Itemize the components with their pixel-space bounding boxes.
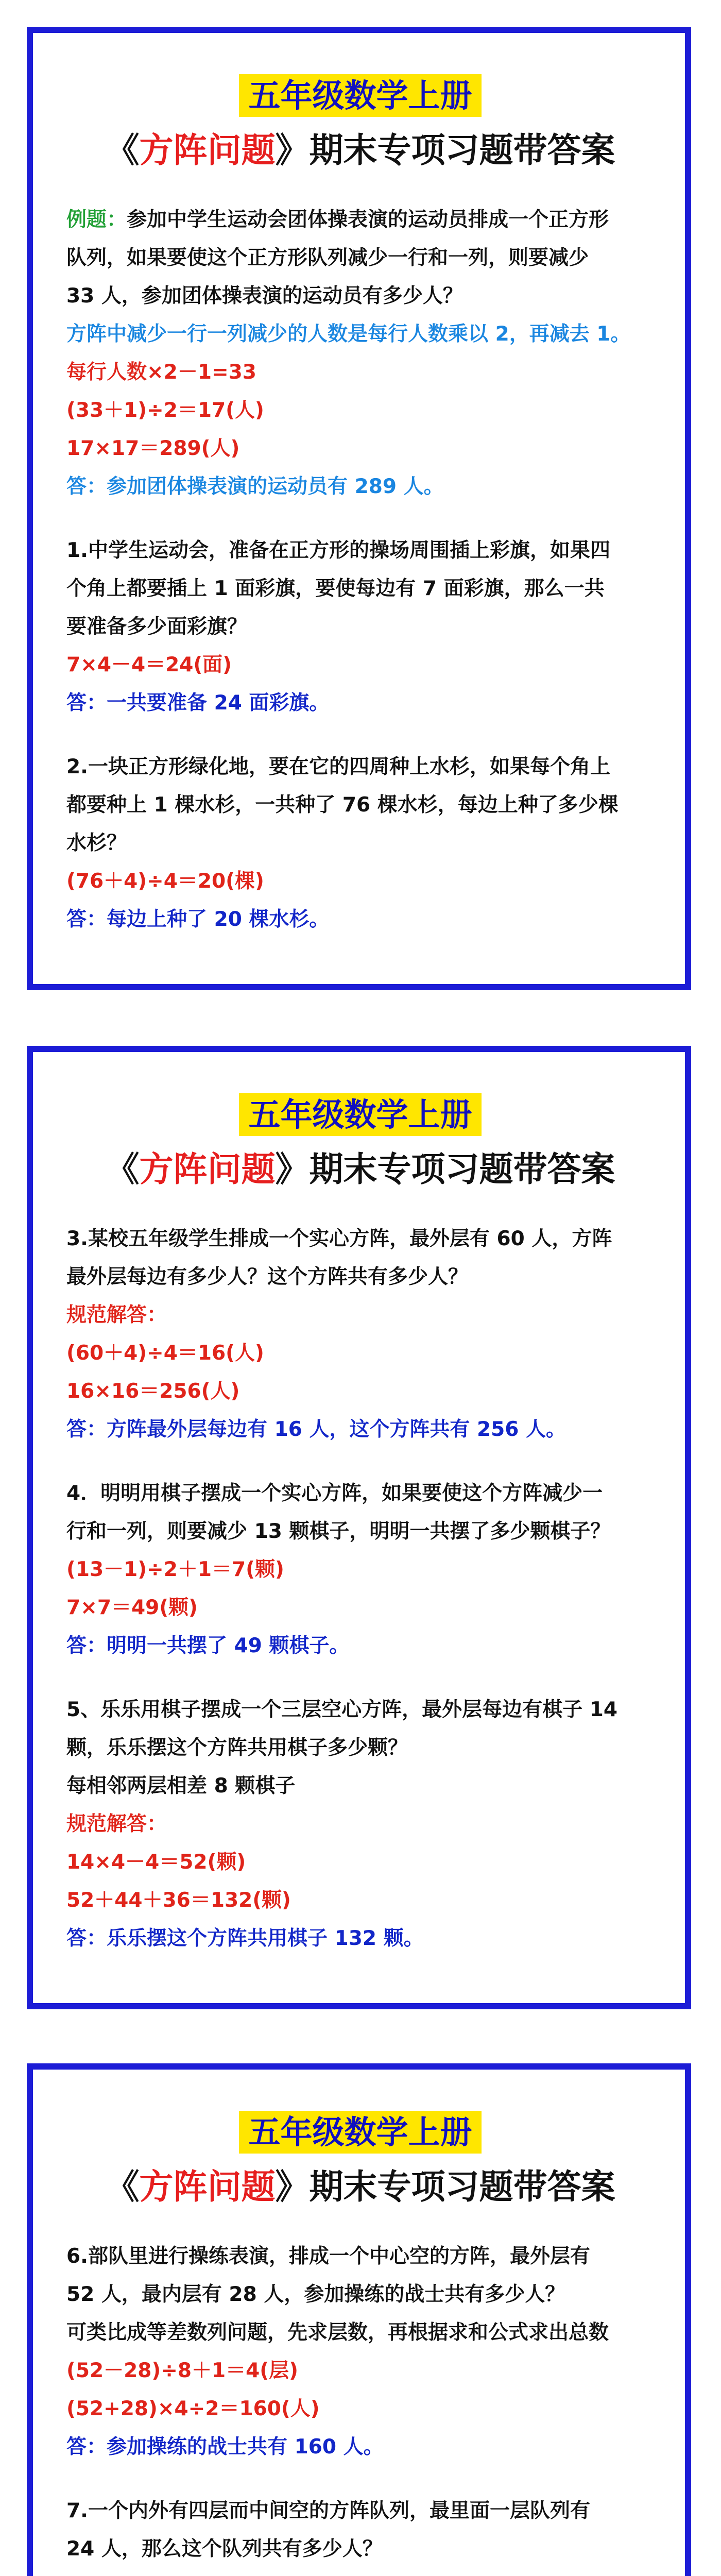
example-question-line: 例题：参加中学生运动会团体操表演的运动员排成一个正方形	[66, 208, 609, 232]
subtitle-rest: 》期末专项习题带答案	[275, 2167, 615, 2207]
panel-header	[66, 74, 654, 117]
worksheet-subtitle	[66, 128, 654, 173]
panel-header	[66, 1093, 654, 1136]
question-4-line: 4．明明用棋子摆成一个实心方阵，如果要使这个方阵减少一	[66, 1482, 603, 1505]
question-6-line: 52 人，最内层有 28 人，参加操练的战士共有多少人？	[66, 2283, 565, 2307]
grade-title-badge: 五年级数学上册	[239, 74, 481, 117]
answer-line: 答：乐乐摆这个方阵共用棋子 132 颗。	[66, 1927, 424, 1951]
solution-label: 规范解答：	[66, 1303, 167, 1327]
subtitle-rest: 》期末专项习题带答案	[275, 130, 615, 171]
formula-line: 17×17＝289(人)	[66, 437, 240, 461]
subtitle-highlight: 方阵问题	[139, 2167, 276, 2207]
worksheet-panel-3	[27, 2063, 691, 2576]
answer-line: 答：每边上种了 20 棵水杉。	[66, 908, 330, 931]
example-question-line: 33 人，参加团体操表演的运动员有多少人？	[66, 284, 463, 308]
question-5-line: 5、乐乐用棋子摆成一个三层空心方阵，最外层每边有棋子 14	[66, 1698, 617, 1722]
subtitle-highlight: 方阵问题	[139, 1149, 276, 1190]
formula-line: (60＋4)÷4＝16(人)	[66, 1342, 264, 1365]
answer-line: 答：方阵最外层每边有 16 人，这个方阵共有 256 人。	[66, 1418, 566, 1442]
worksheet-panel-1	[27, 27, 691, 990]
answer-line: 答：参加操练的战士共有 160 人。	[66, 2435, 384, 2459]
question-2-line: 水杉？	[66, 832, 127, 855]
example-question-line: 队列，如果要使这个正方形队列减少一行和一列，则要减少	[66, 246, 589, 270]
formula-line: 14×4－4＝52(颗)	[66, 1851, 246, 1874]
formula-line: 每行人数×2－1=33	[66, 361, 256, 384]
worksheet-subtitle	[66, 1147, 654, 1192]
grade-title-badge: 五年级数学上册	[239, 1093, 481, 1136]
formula-line: (52+28)×4÷2＝160(人)	[66, 2397, 320, 2421]
panel-header	[66, 2111, 654, 2154]
formula-line: (52－28)÷8＋1＝4(层)	[66, 2359, 298, 2383]
example-hint: 方阵中减少一行一列减少的人数是每行人数乘以 2，再减去 1。	[66, 323, 631, 346]
subtitle-open: 《	[105, 130, 140, 171]
formula-line: 52＋44＋36＝132(颗)	[66, 1889, 291, 1912]
question-1-line: 要准备多少面彩旗？	[66, 615, 248, 639]
problem-list	[66, 2238, 654, 2576]
question-7-line: 7.一个内外有四层而中间空的方阵队列，最里面一层队列有	[66, 2499, 590, 2523]
question-3-line: 3.某校五年级学生排成一个实心方阵，最外层有 60 人，方阵	[66, 1227, 612, 1251]
problem-list	[66, 1220, 654, 1958]
formula-line: 7×4－4＝24(面)	[66, 653, 232, 677]
answer-line: 答：参加团体操表演的运动员有 289 人。	[66, 475, 444, 499]
question-5-note: 每相邻两层相差 8 颗棋子	[66, 1774, 296, 1798]
worksheet-panel-2	[27, 1046, 691, 2009]
subtitle-highlight: 方阵问题	[139, 130, 276, 171]
formula-line: 7×7＝49(颗)	[66, 1596, 198, 1620]
subtitle-rest: 》期末专项习题带答案	[275, 1149, 615, 1190]
question-3-line: 最外层每边有多少人？这个方阵共有多少人？	[66, 1265, 469, 1289]
question-2-line: 2.一块正方形绿化地，要在它的四周种上水杉，如果每个角上	[66, 755, 610, 779]
question-1-line: 个角上都要插上 1 面彩旗，要使每边有 7 面彩旗，那么一共	[66, 577, 605, 601]
worksheet-subtitle	[66, 2165, 654, 2209]
question-7-line: 24 人，那么这个队列共有多少人？	[66, 2537, 383, 2561]
solution-label: 规范解答：	[66, 1812, 167, 1836]
grade-title-badge: 五年级数学上册	[239, 2111, 481, 2154]
subtitle-open: 《	[105, 2167, 140, 2207]
formula-line: (13－1)÷2＋1＝7(颗)	[66, 1558, 284, 1582]
question-6-line: 6.部队里进行操练表演，排成一个中心空的方阵，最外层有	[66, 2245, 590, 2268]
problem-list	[66, 201, 654, 939]
question-5-line: 颗，乐乐摆这个方阵共用棋子多少颗？	[66, 1736, 408, 1760]
question-2-line: 都要种上 1 棵水杉，一共种了 76 棵水杉，每边上种了多少棵	[66, 793, 619, 817]
formula-line: 16×16＝256(人)	[66, 1380, 240, 1403]
question-4-line: 行和一列，则要减少 13 颗棋子，明明一共摆了多少颗棋子？	[66, 1520, 611, 1544]
answer-line: 答：明明一共摆了 49 颗棋子。	[66, 1634, 350, 1658]
example-label: 例题：	[66, 208, 127, 232]
answer-line: 答：一共要准备 24 面彩旗。	[66, 691, 330, 715]
formula-line	[66, 2568, 654, 2576]
formula-line: (33＋1)÷2＝17(人)	[66, 399, 264, 422]
formula-line: (76＋4)÷4＝20(棵)	[66, 870, 264, 893]
subtitle-open: 《	[105, 1149, 140, 1190]
question-6-note: 可类比成等差数列问题，先求层数，再根据求和公式求出总数	[66, 2321, 609, 2345]
question-1-line: 1.中学生运动会，准备在正方形的操场周围插上彩旗，如果四	[66, 539, 610, 563]
